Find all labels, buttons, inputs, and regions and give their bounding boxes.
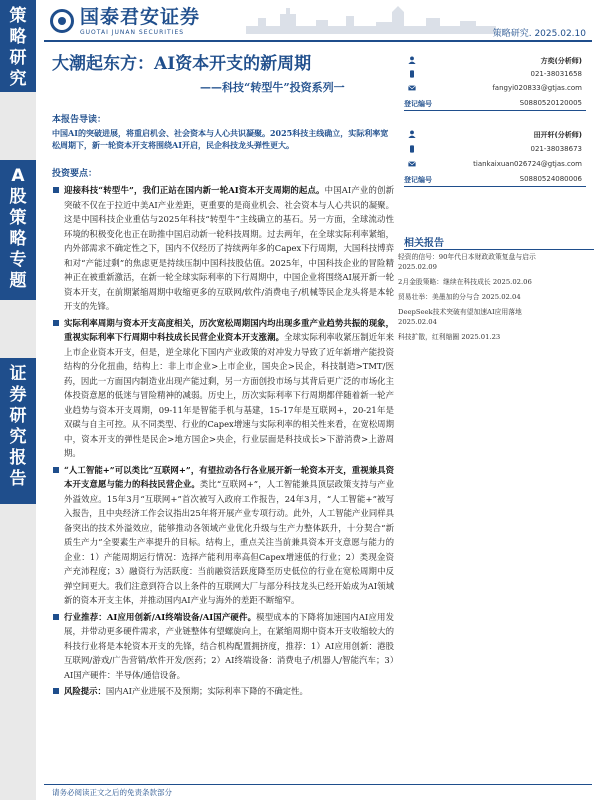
related-report-date: 2025.02.09: [398, 263, 437, 271]
sidebar-char: A: [11, 166, 25, 186]
sidebar-char: 股: [9, 187, 27, 207]
related-reports-title: 相关报告: [404, 238, 444, 249]
investment-point: [52, 316, 394, 461]
square-bullet-icon: [53, 614, 59, 620]
sidebar-char: 略: [9, 27, 27, 47]
sidebar-char: 券: [9, 385, 27, 405]
email-icon: [408, 160, 416, 168]
sidebar-char: 策: [9, 6, 27, 26]
phone-icon: [408, 145, 416, 153]
related-report-title[interactable]: 贸易壮举：美墨加的分与合: [398, 293, 480, 301]
email-icon: [408, 84, 416, 92]
related-report-title[interactable]: 2月金股策略：继续在科技成长: [398, 278, 491, 286]
related-report-date: 2025.02.04: [398, 318, 437, 326]
left-sidebar: [0, 0, 36, 800]
sidebar-char: 究: [9, 69, 27, 89]
point-body: 模型成本的下降将加速国内AI应用发展，并带动更多硬件需求，产业链整体有望螺旋向上，在紧缩周期中资本开支收缩较大的科技行业将是本轮资本开支的先锋，结合机构配置拥挤度，推荐：1）AI应用创新：港股互联网/游戏/广告营销/软件开发/医药；2）AI终端设备：消费电子/机器人/智能汽车；3）AI国产硬件：半导体/通信设备。: [64, 611, 394, 680]
point-lead: 实际利率周期与资本开支高度相关，历次宽松周期国内均出现多重产业趋势共振的现象，重视实际利率下行周期中科技成长民营企业资本开支涨潮。: [64, 317, 394, 342]
investment-points: [52, 183, 394, 701]
related-report-item[interactable]: [398, 277, 594, 287]
guide-text: 中国AI的突破进展，将重启机会、社会资本与人心共识凝聚。2025科技主线确立，实际利率宽松周期下，新一轮资本开支将围绕AI开启，民企科技龙头弹性更大。: [52, 128, 389, 150]
square-bullet-icon: [53, 467, 59, 473]
investment-point: [52, 610, 394, 683]
related-report-item[interactable]: [398, 332, 594, 342]
related-report-date: 2025.02.06: [492, 278, 532, 286]
guide-heading: 本报告导读：: [52, 115, 107, 125]
company-logo: [50, 6, 200, 36]
cert-label: 登记编号: [404, 176, 432, 184]
sidebar-label-report: [0, 358, 36, 504]
point-body: 类比“互联网+”，人工智能兼具顶层政策支持与产业外溢效应。15年3月“互联网+”首次被写入政府工作报告，24年3月，“人工智能+”被写入报告，且中央经济工作会议指出25年将开展产业专项行动。此外，人工智能产业同样具备突出的技术外溢效应，能够推动各领域产业优化升级与生产力整体跃升，十分契合“新质生产力”全要素生产率提升的目标。结构上，重点关注当前兼具资本开支意愿与能力的企业：1）产能周期运行情况：选择产能利用率高但Capex增速低的行业；2）类现金资产充沛程度；3）融资行为活跃度：当前融资活跃度降至历史低位的行业在宽松周期中反弹空间更大。我们注意到符合以上条件的互联网大厂与部分科技龙头已经开始成为AI领域新的资本开支主体，并推动国内AI产业与海外的差距不断缩窄。: [64, 479, 394, 605]
analyst-card-2: [404, 124, 594, 186]
point-lead: 迎接科技“转型牛”，我们正站在国内新一轮AI资本开支周期的起点。: [64, 185, 325, 195]
analyst-email[interactable]: tiankaixuan026724@gtjas.com: [473, 160, 582, 168]
header-rule: [44, 40, 592, 42]
phone-icon: [408, 70, 416, 78]
related-report-date: 2025.01.23: [461, 333, 501, 341]
logo-mark-icon: [50, 9, 74, 33]
sidebar-char: 题: [9, 271, 27, 291]
investment-point: [52, 183, 394, 314]
investment-point: [52, 463, 394, 608]
logo-text-en: GUOTAI JUNAN SECURITIES: [80, 29, 185, 36]
point-lead: 行业推荐：AI应用创新/AI终端设备/AI国产硬件。: [64, 611, 257, 622]
analyst-card-1: [404, 50, 594, 110]
report-title: 大潮起东方：AI资本开支的新周期: [52, 54, 312, 74]
sidebar-char: 策: [9, 208, 27, 228]
analyst-phone: 021-38031658: [530, 70, 582, 78]
investment-point: [52, 684, 394, 699]
cert-label: 登记编号: [404, 100, 432, 108]
point-body: 中国AI产业的创新突破不仅在于拉近中美AI产业差距，更重要的是商业机会、社会资本与人心共识的凝聚。这是中国科技企业重估与2025年科技“转型牛”主线确立的基石。另一方面，全球流动性环境的积极变化也正在助推中国启动新一轮科技周期。过去两年，在全球实际利率紧缩，内外部需求不确定性之下，国内不仅经历了持续两年多的Capex下行周期，大国科技博弈和对“产能过剩”的焦虑更是持续压制中国科技股估值。2025年，中国科技企业的冒险精神正在被重新激活，在新一轮全球实际利率的下行周期中，中国企业将围绕AI展开新一轮资本开支，在前期紧缩周期中收缩更多的互联网/软件/消费电子/机械等民企龙头将是本轮开支的先锋。: [64, 185, 394, 311]
sidebar-label-strategy: [0, 0, 36, 92]
analyst-email[interactable]: fangyi020833@gtjas.com: [492, 84, 582, 92]
related-report-item[interactable]: [398, 252, 594, 272]
cert-number: S0880520120005: [519, 99, 582, 107]
sidebar-char: 究: [9, 427, 27, 447]
sidebar-char: 研: [9, 406, 27, 426]
analyst-name: 方奕(分析师): [540, 57, 582, 65]
sidebar-char: 研: [9, 48, 27, 68]
page-header: [36, 0, 600, 40]
report-type-date: 策略研究. 2025.02.10: [492, 29, 586, 39]
person-icon: [408, 56, 416, 64]
square-bullet-icon: [53, 187, 59, 193]
related-reports-rule: [404, 249, 594, 250]
sidebar-char: 报: [9, 448, 27, 468]
point-lead: 风险提示：: [64, 686, 106, 696]
square-bullet-icon: [53, 320, 59, 326]
related-report-title[interactable]: DeepSeek技术突破有望加速AI应用落地: [398, 308, 522, 316]
related-report-item[interactable]: [398, 292, 594, 302]
report-subtitle: ——科技“转型牛”投资系列一: [200, 81, 345, 94]
cert-number: S0880524080006: [519, 175, 582, 183]
analyst-phone: 021-38038673: [530, 145, 582, 153]
sidebar-char: 专: [9, 250, 27, 270]
point-lead: “人工智能+”可以类比“互联网+”，有望拉动各行各业展开新一轮资本开支，重视兼具资本开支意愿与能力的科技民营企业。: [64, 464, 394, 489]
related-report-title[interactable]: 轻资的信号：90年代日本财政政策复盘与启示: [398, 253, 536, 261]
disclaimer-footer: 请务必阅读正文之后的免责条款部分: [52, 788, 172, 797]
square-bullet-icon: [53, 688, 59, 694]
points-heading: 投资要点：: [52, 169, 98, 179]
point-body: 国内AI产业进展不及预期；实际利率下降的不确定性。: [105, 686, 308, 696]
related-reports-list: [398, 252, 594, 347]
sidebar-label-topic: [0, 160, 36, 300]
skyline-graphic: [246, 4, 496, 34]
analyst-divider: [404, 110, 586, 111]
footer-rule: [44, 784, 592, 785]
sidebar-char: 证: [9, 364, 27, 384]
logo-text-cn: 国泰君安证券: [80, 6, 201, 28]
related-report-title[interactable]: 科技扩散，红利缩圈: [398, 333, 460, 341]
sidebar-char: 略: [9, 229, 27, 249]
sidebar-char: 告: [9, 469, 27, 489]
related-report-date: 2025.02.04: [481, 293, 521, 301]
related-report-item[interactable]: [398, 307, 594, 327]
analyst-divider: [404, 186, 586, 187]
point-body: 全球实际利率收紧压制近年来上市企业资本开支，但是，逆全球化下国内产业政策的对冲发力导致了近年新增产能投资结构的分化扭曲，结构上：非上市企业>上市企业，国央企>民企，科技制造>TMT/医药，因此一方面国内制造业出现产能过剩，另一方面创投市场与其背后更广泛的市场化主体投资意愿的低迷与冒险精神的减弱。历史上，历次实际利率下行周期都伴随着新一轮产业趋势与资本开支周期，09-11年是智能手机与基建，15-17年是互联网+，20-21年是双碳与自主可控。从不同类型、行业的Capex增速与实际利率的相关性来看，在宽松周期中，资本开支的弹性是民企>地方国企>央企，行业层面是科技成长>下游消费>上游周期。: [64, 332, 395, 458]
analyst-name: 田开轩(分析师): [533, 131, 582, 139]
person-icon: [408, 130, 416, 138]
